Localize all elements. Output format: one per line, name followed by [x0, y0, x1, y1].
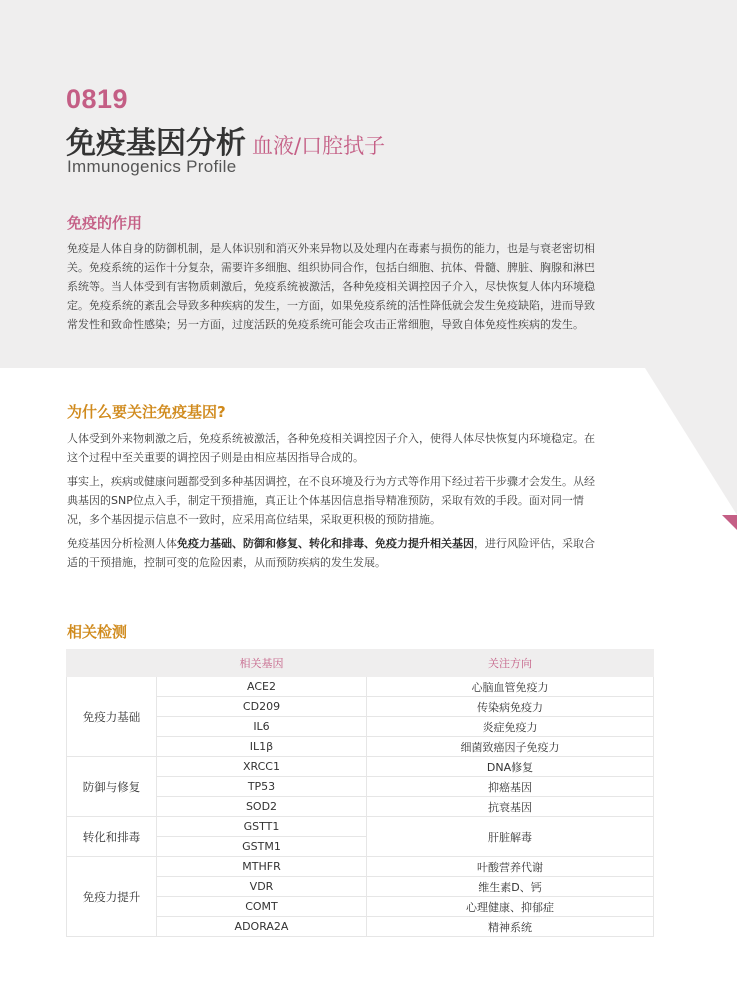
focus-cell: 肝脏解毒 — [367, 817, 654, 857]
table-row — [67, 677, 654, 697]
gene-cell: VDR — [157, 877, 367, 897]
bold-text: 免疫力基础、防御和修复、转化和排毒、免疫力提升相关基因 — [177, 537, 474, 550]
focus-cell: 细菌致癌因子免疫力 — [367, 737, 654, 757]
focus-cell: DNA修复 — [367, 757, 654, 777]
header-gene: 相关基因 — [157, 650, 367, 677]
text-line: 常发性和致命性感染；另一方面，过度活跃的免疫系统可能会攻击正常细胞，导致自体免疫性疾病的发生。 — [67, 318, 584, 331]
text-line: 定。免疫系统的紊乱会导致多种疾病的发生，一方面，如果免疫系统的活性降低就会发生免疫缺陷，进而导致 — [67, 299, 595, 312]
text-fragment: ，进行风险评估，采取合 — [474, 537, 595, 550]
text-line: 这个过程中至关重要的调控因子则是由相应基因指导合成的。 — [67, 451, 364, 464]
table-header-row — [67, 650, 654, 677]
text-line: 人体受到外来物刺激之后，免疫系统被激活，各种免疫相关调控因子介入，使得人体尽快恢复内环境稳定。在 — [67, 432, 595, 445]
product-code: 0819 — [66, 84, 129, 114]
table-row — [67, 857, 654, 877]
title-row — [66, 118, 385, 162]
category-cell: 防御与修复 — [67, 757, 157, 817]
text-line: 典基因的SNP位点入手，制定干预措施，真正让个体基因信息指导精准预防，采取有效的手段。面对同一情 — [67, 494, 584, 507]
focus-cell: 传染病免疫力 — [367, 697, 654, 717]
focus-cell: 炎症免疫力 — [367, 717, 654, 737]
gene-cell: GSTM1 — [157, 837, 367, 857]
gene-table — [66, 649, 654, 937]
text-line: 系统等。当人体受到有害物质刺激后，免疫系统被激活，各种免疫相关调控因子介入，尽快恢复人体内环境稳 — [67, 280, 595, 293]
focus-cell: 精神系统 — [367, 917, 654, 937]
why-genes-paragraph-1 — [67, 429, 655, 467]
focus-cell: 心理健康、抑郁症 — [367, 897, 654, 917]
focus-cell: 心脑血管免疫力 — [367, 677, 654, 697]
text-line: 况，多个基因提示信息不一致时，应采用高位结果，采取更积极的预防措施。 — [67, 513, 441, 526]
text-line: 关。免疫系统的运作十分复杂，需要许多细胞、组织协同合作，包括白细胞、抗体、骨髓、脾脏、胸腺和淋巴 — [67, 261, 595, 274]
text-line: 事实上，疾病或健康问题都受到多种基因调控，在不良环境及行为方式等作用下经过若干步骤才会发生。从经 — [67, 475, 595, 488]
english-title: Immunogenics Profile — [67, 157, 237, 176]
section-heading-why-genes: 为什么要关注免疫基因? — [67, 403, 226, 421]
text-fragment: 免疫基因分析检测人体 — [67, 537, 177, 550]
gene-cell: SOD2 — [157, 797, 367, 817]
gene-cell: ACE2 — [157, 677, 367, 697]
gene-cell: MTHFR — [157, 857, 367, 877]
gene-cell: IL1β — [157, 737, 367, 757]
category-cell: 免疫力基础 — [67, 677, 157, 757]
table-row — [67, 817, 654, 837]
why-genes-paragraph-3 — [67, 534, 655, 572]
gene-cell: TP53 — [157, 777, 367, 797]
gene-cell: IL6 — [157, 717, 367, 737]
focus-cell: 维生素D、钙 — [367, 877, 654, 897]
focus-cell: 叶酸营养代谢 — [367, 857, 654, 877]
text-line: 免疫是人体自身的防御机制，是人体识别和消灭外来异物以及处理内在毒素与损伤的能力，也是与衰老密切相 — [67, 242, 595, 255]
gene-cell: GSTT1 — [157, 817, 367, 837]
header-category — [67, 650, 157, 677]
text-line: 适的干预措施，控制可变的危险因素，从而预防疾病的发生发展。 — [67, 556, 386, 569]
header-focus: 关注方向 — [367, 650, 654, 677]
table-row — [67, 757, 654, 777]
focus-cell: 抗衰基因 — [367, 797, 654, 817]
category-cell: 转化和排毒 — [67, 817, 157, 857]
why-genes-paragraph-2 — [67, 472, 655, 529]
gene-cell: COMT — [157, 897, 367, 917]
category-cell: 免疫力提升 — [67, 857, 157, 937]
section-heading-immune-role: 免疫的作用 — [67, 214, 143, 232]
page-subtitle: 血液/口腔拭子 — [252, 134, 386, 158]
gene-cell: CD209 — [157, 697, 367, 717]
page-title: 免疫基因分析 — [66, 126, 246, 161]
section-heading-related-tests: 相关检测 — [67, 623, 128, 641]
gene-cell: XRCC1 — [157, 757, 367, 777]
focus-cell: 抑癌基因 — [367, 777, 654, 797]
gene-cell: ADORA2A — [157, 917, 367, 937]
immune-role-paragraph — [67, 239, 655, 334]
